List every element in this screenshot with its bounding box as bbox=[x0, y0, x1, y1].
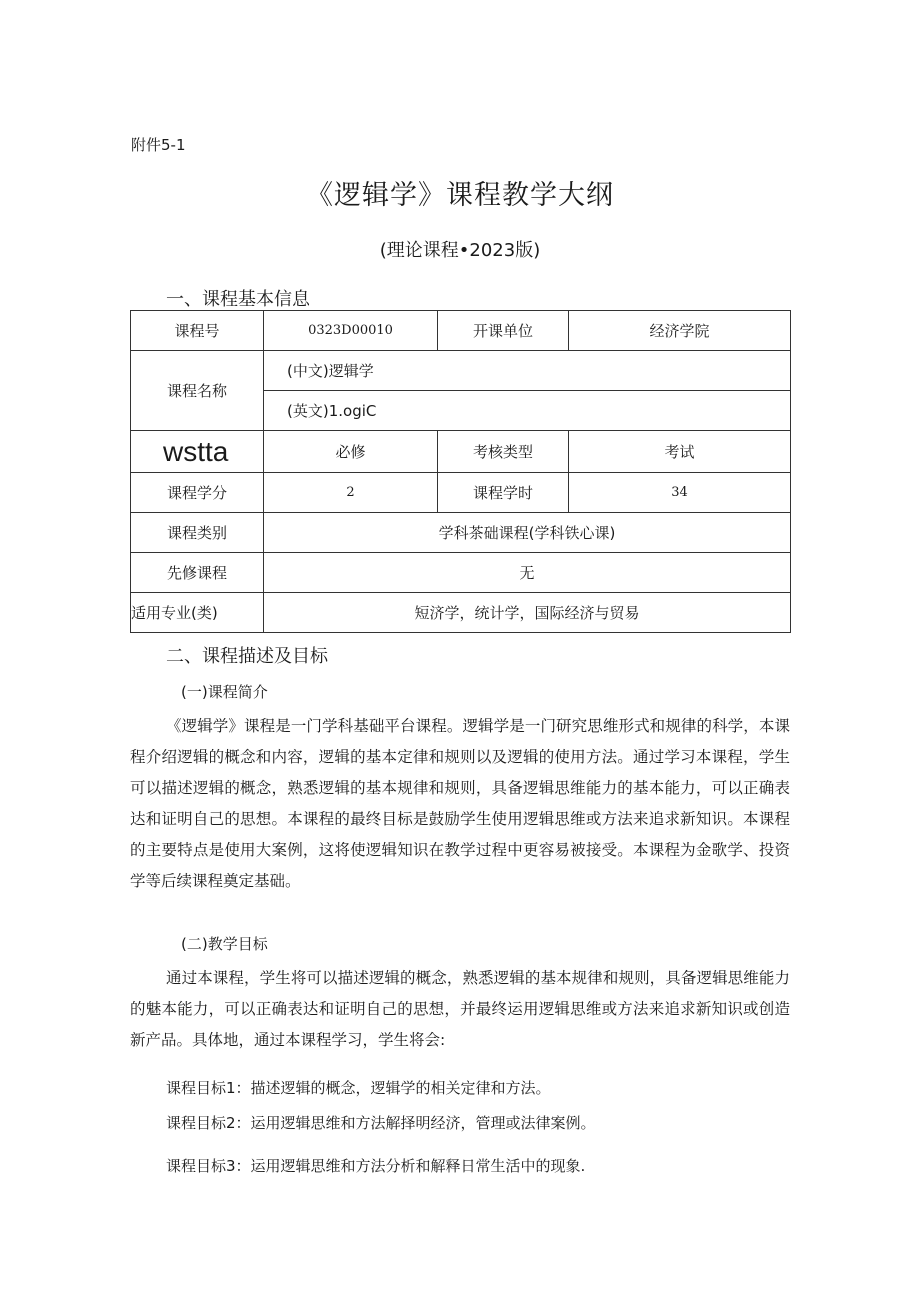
credit-value: 2 bbox=[264, 473, 438, 513]
unit-label: 开课单位 bbox=[438, 311, 569, 351]
intro-paragraph: 《逻辑学》课程是一门学科基础平台课程。逻辑学是一门研究思维形式和规律的科学，本课程介绍逻辑的概念和内容，逻辑的基本定律和规则以及逻辑的使用方法。通过学习本课程，学生可以描述逻辑的概念，熟悉逻辑的基本规律和规则，具备逻辑思维能力的基本能力，可以正确表达和证明自己的思想。本课程的最终目标是鼓励学生使用逻辑思维或方法来追求新知识。本课程的主要特点是使用大案例，这将使逻辑知识在教学过程中更容易被接受。本课程为金歌学、投资学等后续课程奠定基础。 bbox=[130, 717, 790, 890]
document-subtitle: (理论课程•2023版) bbox=[379, 240, 541, 261]
credit-label: 课程学分 bbox=[131, 473, 264, 513]
section-heading-basic-info: 一、课程基本信息 bbox=[166, 289, 310, 310]
exam-type-label: 考核类型 bbox=[438, 431, 569, 473]
intro-heading: (一)课程简介 bbox=[181, 683, 268, 701]
section-heading-description: 二、课程描述及目标 bbox=[166, 646, 328, 667]
goal-item-2: 课程目标2：运用逻辑思维和方法解择明经济，管理或法律案例。 bbox=[166, 1114, 596, 1132]
goal-item-1: 课程目标1：描述逻辑的概念，逻辑学的相关定律和方法。 bbox=[166, 1079, 551, 1097]
course-name-label: 课程名称 bbox=[131, 351, 264, 431]
table-row bbox=[131, 351, 791, 391]
course-name-en bbox=[264, 391, 791, 431]
attachment-label: 附件5-1 bbox=[131, 136, 186, 154]
document-title: 《逻辑学》课程教学大纲 bbox=[306, 180, 614, 211]
hours-value: 34 bbox=[569, 473, 791, 513]
goal-paragraph: 通过本课程，学生将可以描述逻辑的概念，熟悉逻辑的基本规律和规则，具备逻辑思维能力的魅本能力，可以正确表达和证明自己的思想，并最终运用逻辑思维或方法来追求新知识或创造新产品。具体地，通过本课程学习，学生将会: bbox=[130, 969, 790, 1049]
course-nature-label: wstta bbox=[131, 431, 264, 473]
table-row bbox=[131, 431, 791, 473]
course-name-en-text: (英文)1.ogiC bbox=[287, 402, 377, 420]
table-row bbox=[131, 473, 791, 513]
goal-heading: (二)教学目标 bbox=[181, 935, 268, 953]
goal-item-3: 课程目标3：运用逻辑思维和方法分析和解释日常生活中的现象. bbox=[166, 1157, 586, 1175]
course-no-label: 课程号 bbox=[131, 311, 264, 351]
category-value: 学科茶础课程(学科铁心课) bbox=[264, 513, 791, 553]
major-label: 适用专业(类) bbox=[131, 593, 264, 633]
course-name-cn: (中文)逻辑学 bbox=[264, 351, 791, 391]
major-value: 短济学，统计学，国际经济与贸易 bbox=[264, 593, 791, 633]
table-row bbox=[131, 311, 791, 351]
prereq-value: 无 bbox=[264, 553, 791, 593]
category-label: 课程类别 bbox=[131, 513, 264, 553]
unit-value: 经济学院 bbox=[569, 311, 791, 351]
prereq-label: 先修课程 bbox=[131, 553, 264, 593]
hours-label: 课程学时 bbox=[438, 473, 569, 513]
table-row bbox=[131, 553, 791, 593]
course-no-value: 0323D00010 bbox=[264, 311, 438, 351]
table-row bbox=[131, 593, 791, 633]
course-nature-value: 必修 bbox=[264, 431, 438, 473]
course-info-table bbox=[130, 310, 791, 633]
table-row bbox=[131, 513, 791, 553]
exam-type-value: 考试 bbox=[569, 431, 791, 473]
